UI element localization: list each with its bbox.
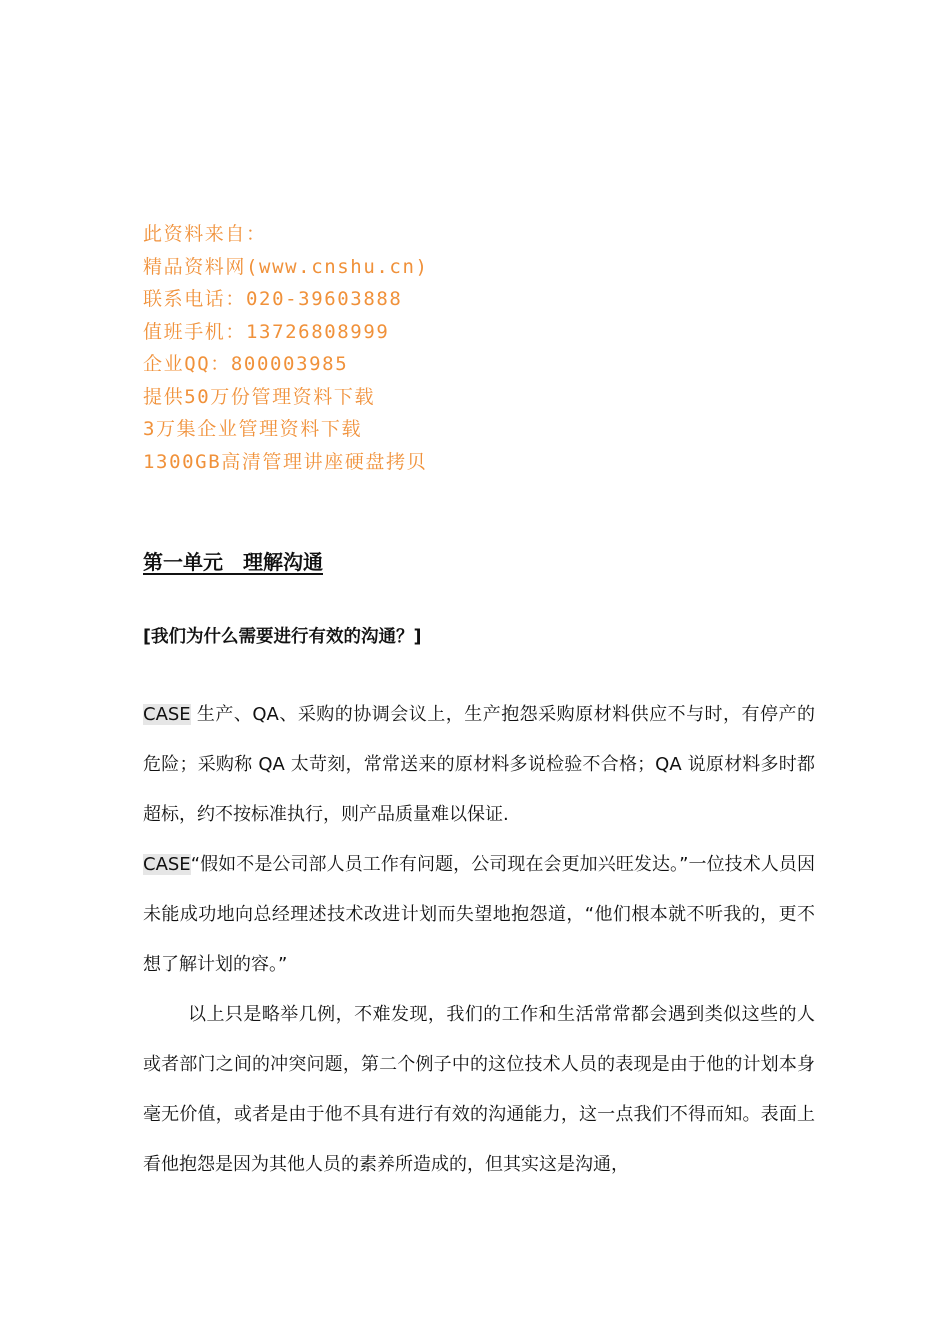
source-line: 此资料来自：: [143, 223, 267, 245]
mobile-line: 值班手机：13726808999: [143, 320, 390, 343]
website-line: 精品资料网(www.cnshu.cn): [143, 255, 429, 278]
phone-line: 联系电话：020-39603888: [143, 288, 403, 310]
qq-line: 企业QQ：800003985: [143, 353, 349, 375]
section-question: [我们为什么需要进行有效的沟通？]: [143, 627, 422, 647]
case-paragraph-1: [143, 690, 815, 840]
body-paragraph: 以上只是略举几例，不难发现，我们的工作和生活常常都会遇到类似这些的人或者部门之间的冲突问题，第二个例子中的这位技术人员的表现是由于他的计划本身毫无价值，或者是由于他不具有进行有效的沟通能力，这一点我们不得而知。表面上看他抱怨是因为其他人员的素养所造成的，但其实这是沟通，: [143, 1004, 815, 1175]
unit-title: 第一单元 理解沟通: [143, 550, 323, 574]
case-text: “假如不是公司部人员工作有问题，公司现在会更加兴旺发达。”一位技术人员因未能成功地向总经理述技术改进计划而失望地抱怨道，“他们根本就不听我的，更不想了解计划的容。”: [143, 854, 815, 975]
source-info-block: [143, 218, 429, 478]
case-text: 生产、QA、采购的协调会议上，生产抱怨采购原材料供应不与时，有停产的危险；采购称 QA 太苛刻，常常送来的原材料多说检验不合格；QA 说原材料多时都超标，约不按标准执行，则产品质量难以保证.: [143, 704, 815, 825]
case-paragraph-2: [143, 840, 815, 990]
offer-line-2: 3万集企业管理资料下载: [143, 418, 363, 440]
offer-line-3: 1300GB高清管理讲座硬盘拷贝: [143, 450, 428, 473]
document-body: [143, 690, 815, 1190]
case-tag: CASE: [143, 854, 191, 875]
offer-line-1: 提供50万份管理资料下载: [143, 385, 376, 408]
case-tag: CASE: [143, 704, 191, 725]
